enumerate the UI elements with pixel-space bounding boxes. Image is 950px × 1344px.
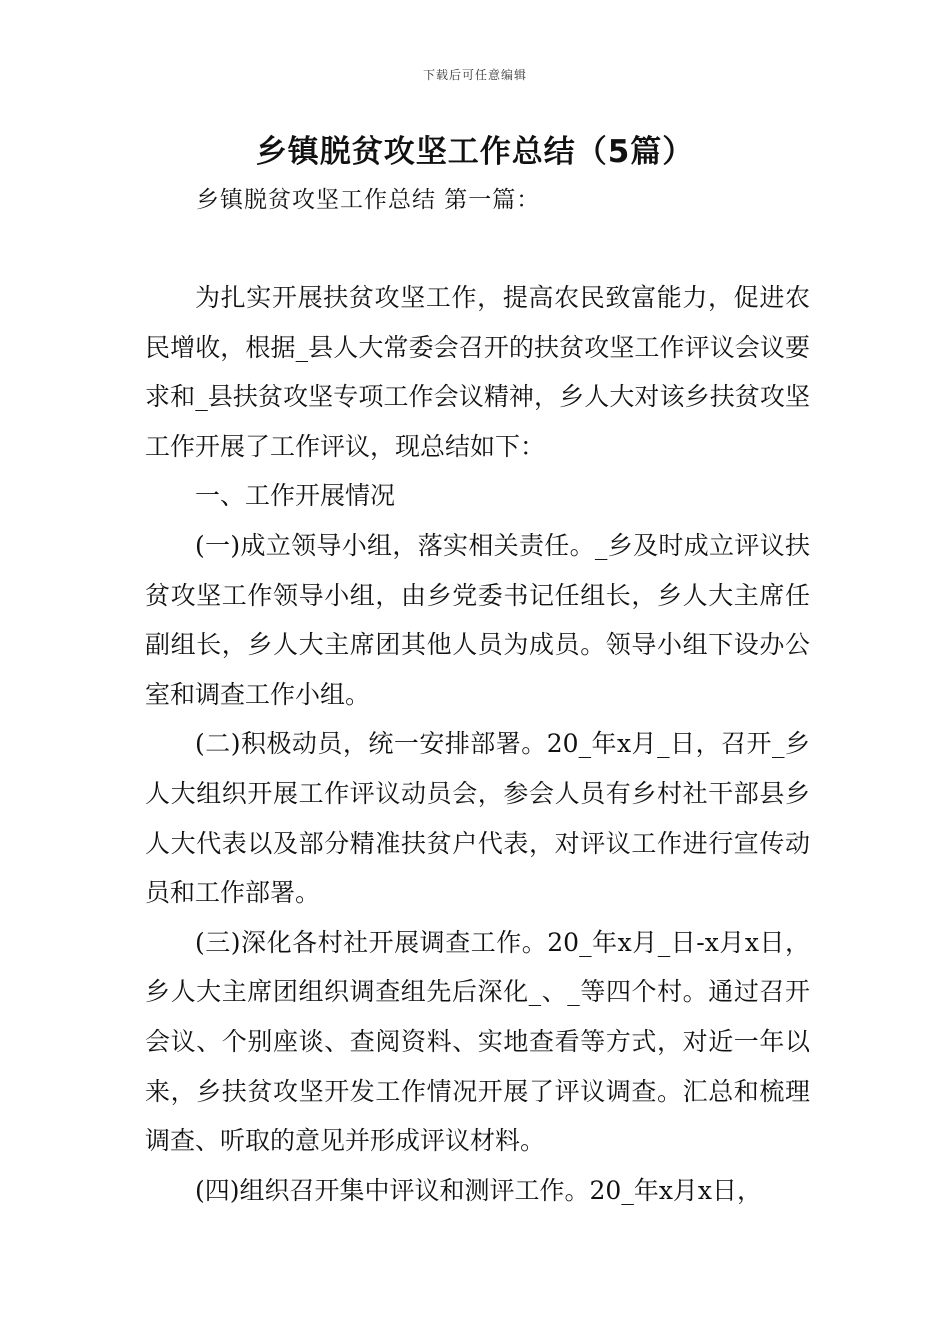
paragraph-item-4: (四)组织召开集中评议和测评工作。20_年x月x日，	[195, 1175, 763, 1205]
document-title: 乡镇脱贫攻坚工作总结（5篇）	[255, 134, 695, 170]
header-note: 下载后可任意编辑	[422, 68, 527, 82]
document-subtitle: 乡镇脱贫攻坚工作总结 第一篇：	[196, 187, 541, 213]
section-heading: 一、工作开展情况	[195, 481, 396, 511]
paragraph-item-3: (三)深化各村社开展调查工作。20_年x月_日-x月x日，乡人大主席团组织调查组先后深化_、_等四个村。通过召开会议、个别座谈、查阅资料、实地查看等方式，对近一年以来，乡扶贫攻坚开发工作情况开展了评议调查。汇总和梳理调查、听取的意见并形成评议材料。	[145, 927, 810, 1156]
paragraph-item-1: (一)成立领导小组，落实相关责任。_乡及时成立评议扶贫攻坚工作领导小组，由乡党委书记任组长，乡人大主席任副组长，乡人大主席团其他人员为成员。领导小组下设办公室和调查工作小组。	[145, 530, 810, 709]
document-body	[145, 273, 810, 1215]
paragraph-intro: 为扎实开展扶贫攻坚工作，提高农民致富能力，促进农民增收，根据_县人大常委会召开的扶贫攻坚工作评议会议要求和_县扶贫攻坚专项工作会议精神，乡人大对该乡扶贫攻坚工作开展了工作评议，现总结如下：	[145, 283, 810, 461]
paragraph-item-2: (二)积极动员，统一安排部署。20_年x月_日，召开_乡人大组织开展工作评议动员会，参会人员有乡村社干部县乡人大代表以及部分精准扶贫户代表，对评议工作进行宣传动员和工作部署。	[145, 729, 810, 908]
